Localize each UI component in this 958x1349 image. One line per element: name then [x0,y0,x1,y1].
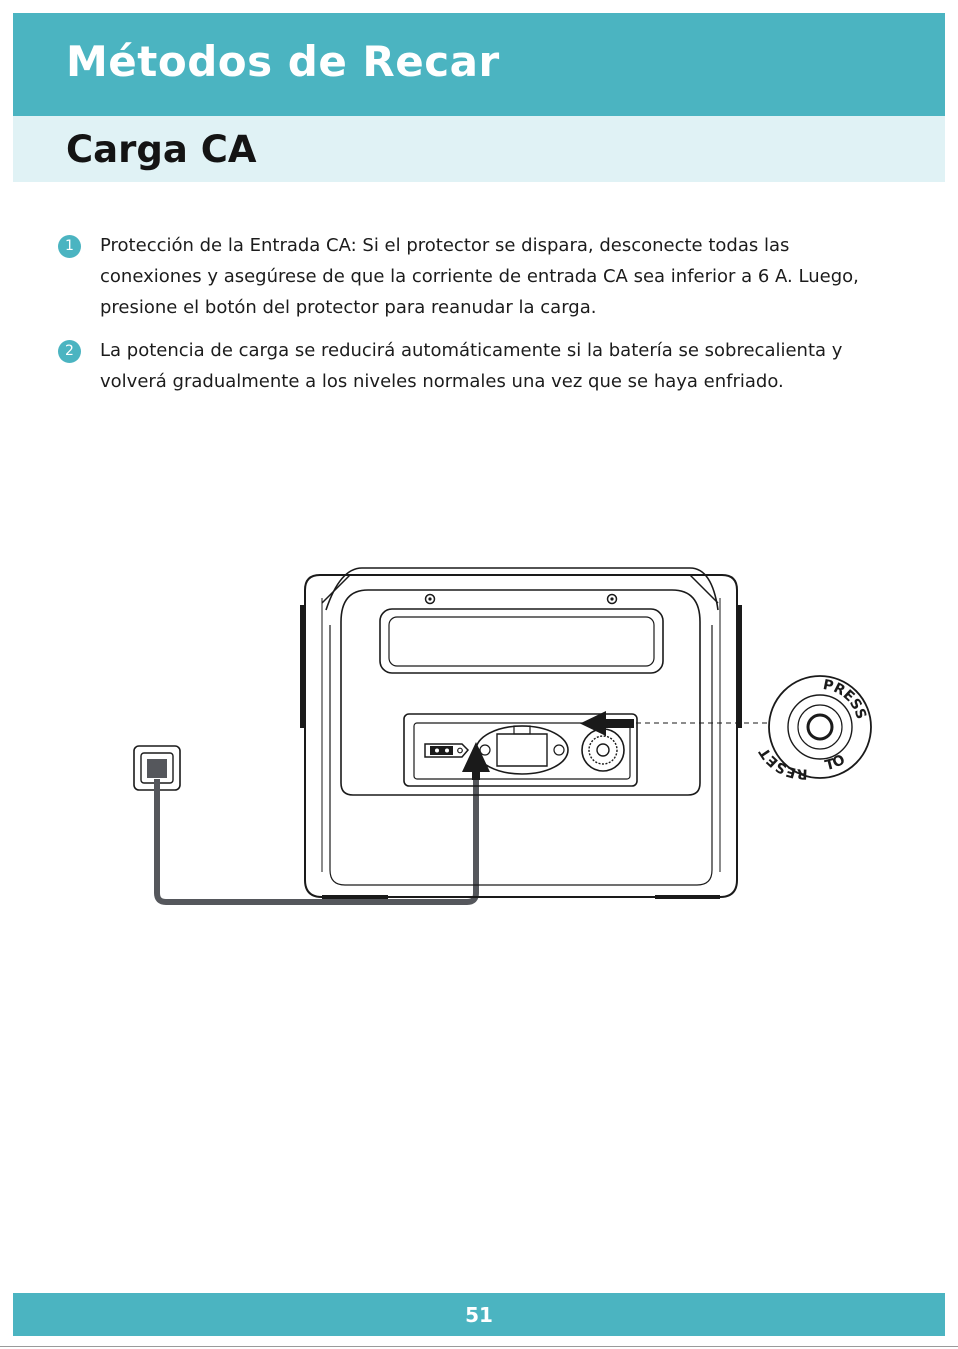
screw-icon [426,595,435,604]
step-number-badge: 2 [58,340,81,363]
page-number: 51 [465,1303,493,1327]
protector-callout [756,676,871,782]
protector-press-label: PRESS [821,676,870,722]
step-number-badge: 1 [58,235,81,258]
protector-button-icon [582,729,624,771]
page-title: Métodos de Recar [66,37,500,86]
section-title: Carga CA [66,128,257,171]
divider [0,1346,958,1347]
footer-bar [13,1293,945,1336]
ac-input-port-icon [476,726,568,774]
power-station-body [302,568,740,897]
step-text: Protección de la Entrada CA: Si el protector se dispara, desconecte todas las conexiones y asegúrese de que la corriente de entrada CA sea inferior a 6 A. Luego, presione el botón del protector para reanudar la carga. [100,235,859,318]
screw-icon [608,595,617,604]
ac-cable [157,770,476,902]
step-text: La potencia de carga se reducirá automáticamente si la batería se sobrecalienta y volverá gradualmente a los niveles normales una vez que se haya enfriado. [100,340,843,392]
protector-reset-label: RESET [756,744,808,782]
protector-to-label: TO [823,751,849,775]
dc-input-port-icon [425,744,468,757]
